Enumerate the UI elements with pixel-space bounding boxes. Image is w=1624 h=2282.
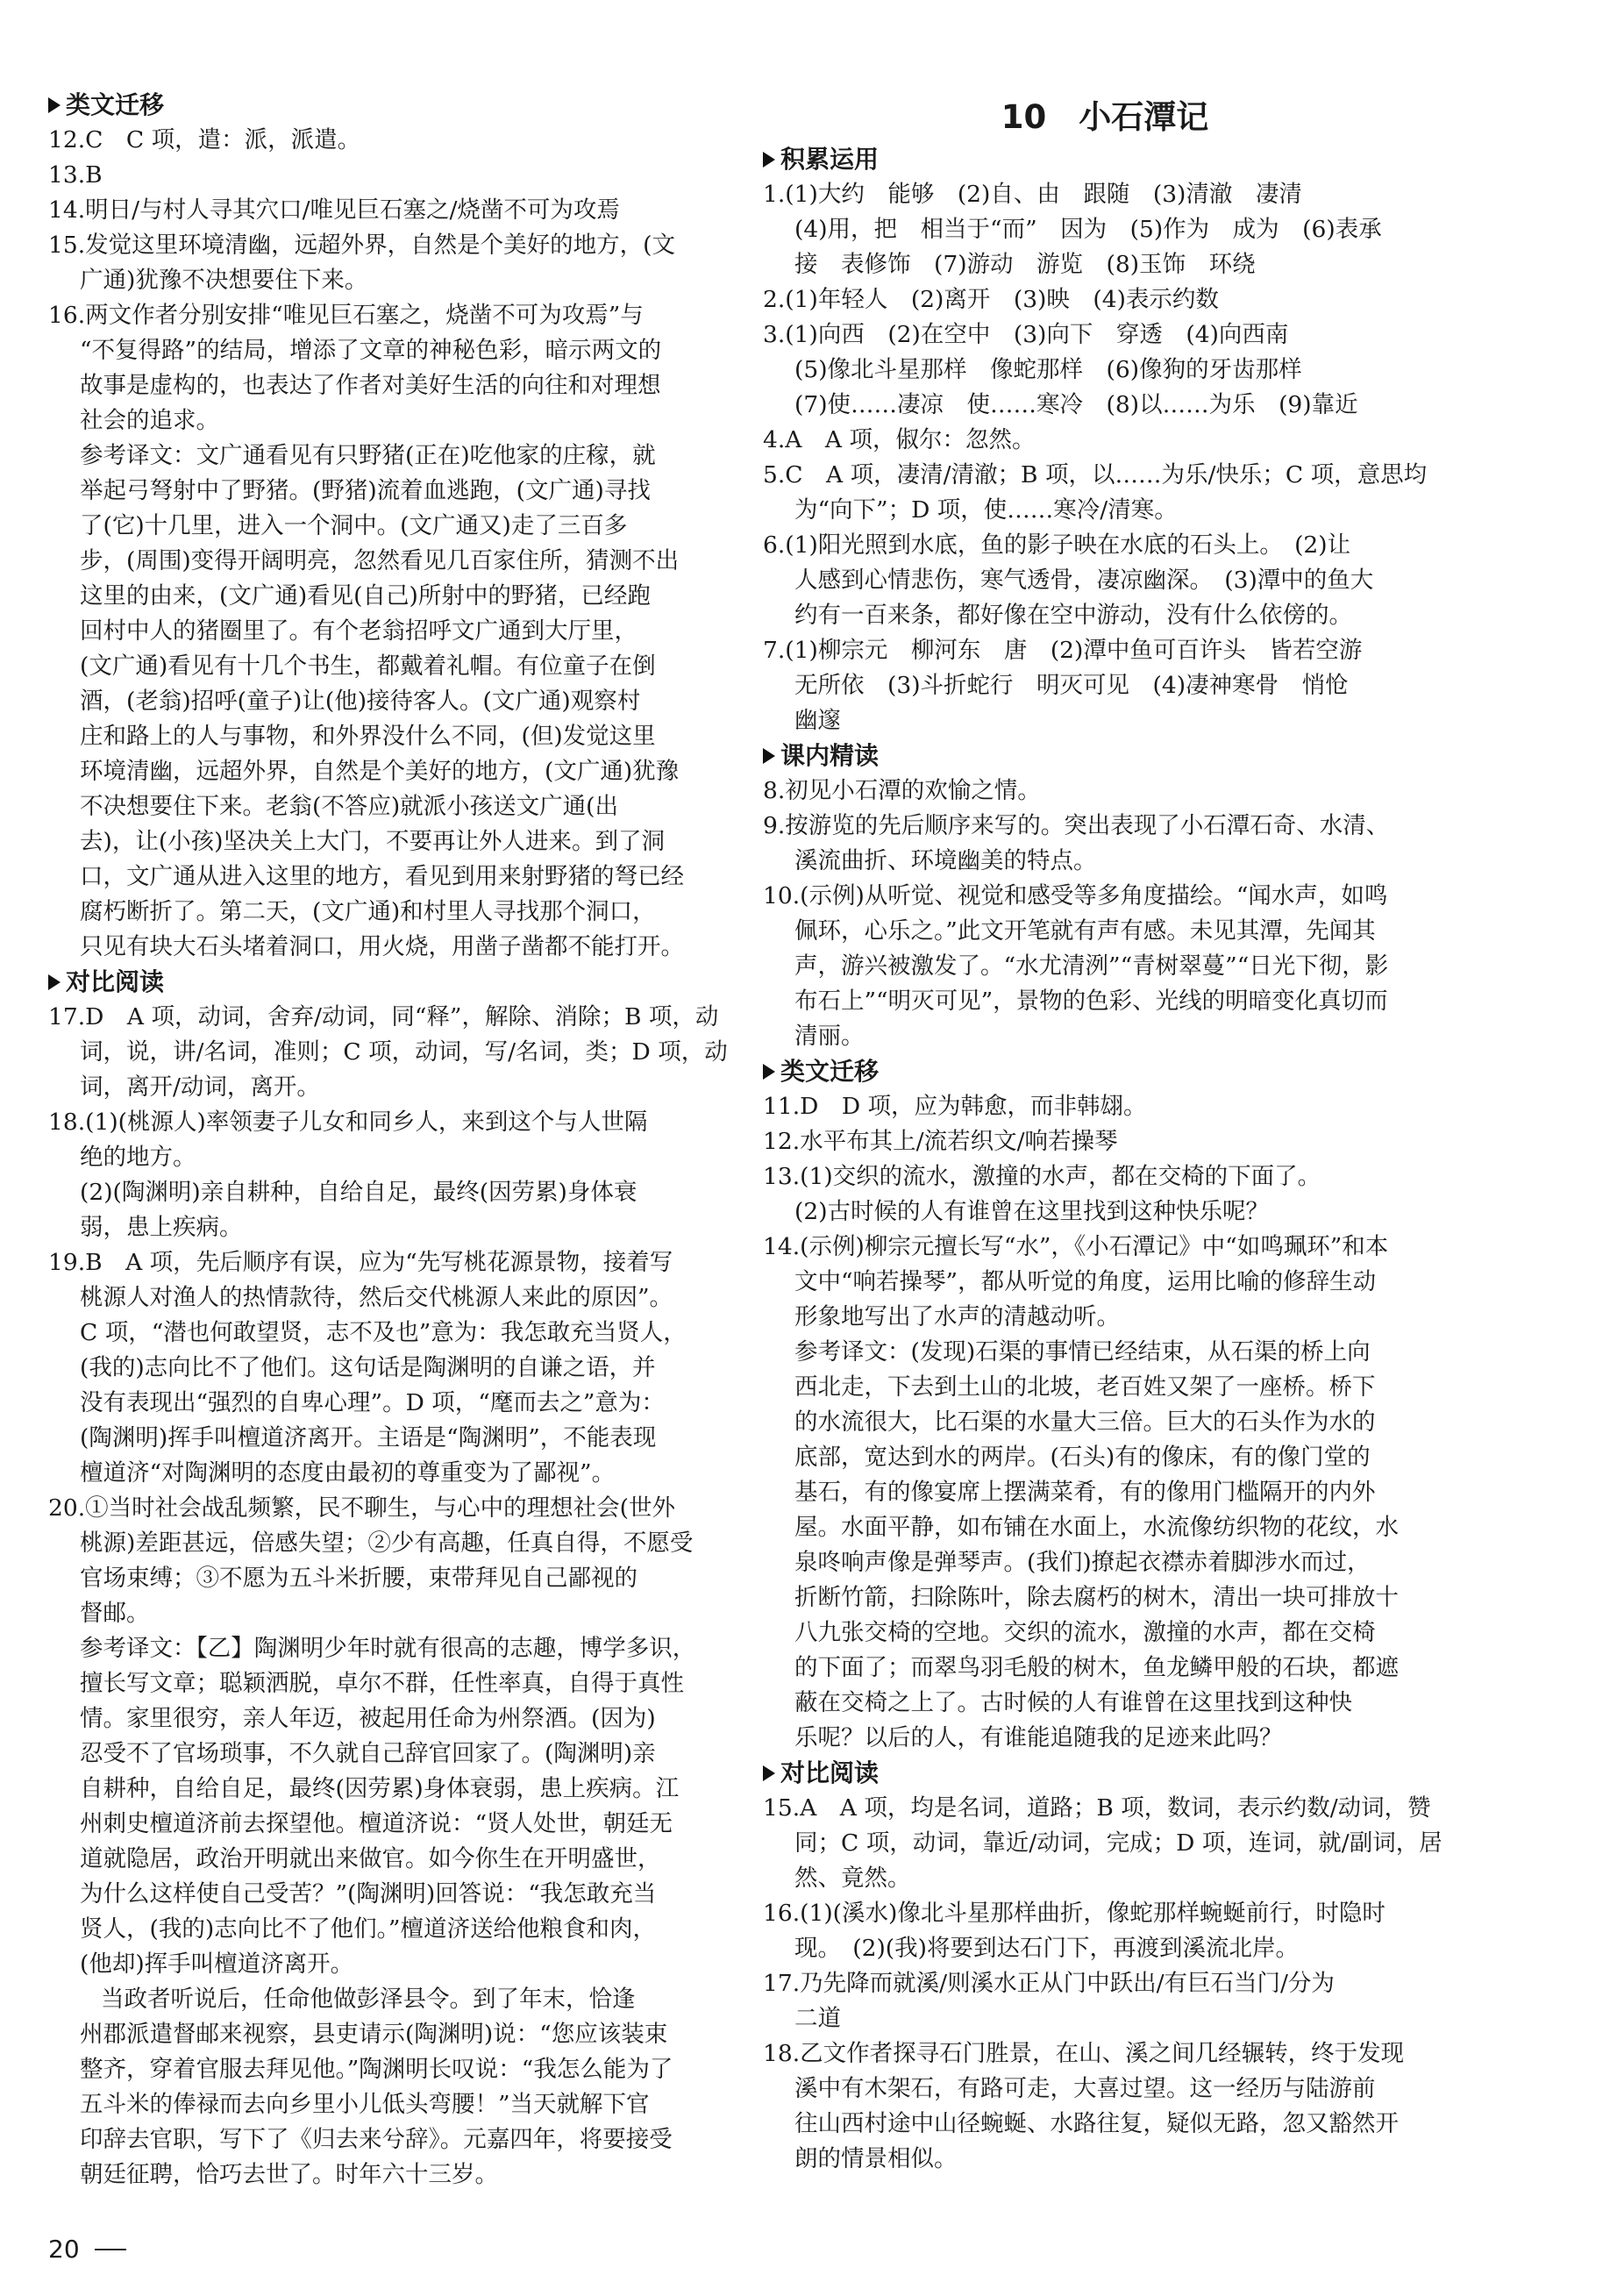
answer-line: (我的)志向比不了他们。这句话是陶渊明的自谦之语，并: [80, 1354, 656, 1381]
right-column: [763, 88, 1447, 2177]
answer-line: 的下面了；而翠鸟羽毛般的树木，鱼龙鳞甲般的石块，都遮: [794, 1654, 1399, 1681]
answer-line: 现。 (2)(我)将要到达石门下，再渡到溪流北岸。: [794, 1935, 1299, 1962]
answer-line: 6.(1)阳光照到水底，鱼的影子映在水底的石头上。 (2)让: [763, 531, 1351, 559]
answer-line: 15.A A 项，均是名词，道路；B 项，数词，表示约数/动词，赞: [763, 1794, 1431, 1822]
play-triangle-icon: [763, 152, 775, 168]
answer-line: 幽邃: [794, 707, 841, 734]
section-header: [763, 1054, 1447, 1089]
answer-line: 擅长写文章；聪颖洒脱，卓尔不群，任性率真，自得于真性: [80, 1670, 684, 1697]
page-number-rule: [95, 2249, 126, 2250]
answer-line: 16.(1)(溪水)像北斗星那样曲折，像蛇那样蜿蜒前行，时隐时: [763, 1900, 1385, 1927]
section-title: 积累运用: [780, 145, 880, 174]
answer-line: 16.两文作者分别安排“唯见巨石塞之，烧凿不可为攻焉”与: [48, 302, 644, 329]
answer-line: (5)像北斗星那样 像蛇那样 (6)像狗的牙齿那样: [794, 356, 1302, 383]
section-header: [763, 1756, 1447, 1791]
answer-line: 接 表修饰 (7)游动 游览 (8)玉饰 环绕: [794, 251, 1256, 278]
answer-line: 为什么这样使自己受苦？”(陶渊明)回答说：“我怎敢充当: [80, 1880, 657, 1908]
answer-line: 12.水平布其上/流若织文/响若操琴: [763, 1128, 1118, 1155]
play-triangle-icon: [763, 1064, 775, 1080]
answer-line: 官场束缚；③不愿为五斗米折腰，束带拜见自己鄙视的: [80, 1565, 637, 1592]
answer-line: “不复得路”的结局，增添了文章的神秘色彩，暗示两文的: [80, 337, 662, 364]
answer-line: 屋。水面平静，如布铺在水面上，水流像纺织物的花纹，水: [794, 1514, 1399, 1541]
answer-line: 词，离开/动词，离开。: [80, 1073, 320, 1101]
answer-line: 八九张交椅的空地。交织的流水，激撞的水声，都在交椅: [794, 1619, 1376, 1646]
answer-line: 督邮。: [80, 1600, 150, 1627]
answer-line: 的水流很大，比石渠的水量大三倍。巨大的石头作为水的: [794, 1408, 1376, 1436]
section-header: [763, 738, 1447, 774]
answer-line: 9.按游览的先后顺序来写的。突出表现了小石潭石奇、水清、: [763, 812, 1390, 839]
answer-line: 形象地写出了水声的清越动听。: [794, 1303, 1120, 1330]
page-number: 20: [48, 2235, 80, 2264]
answer-line: (4)用，把 相当于“而” 因为 (5)作为 成为 (6)表承: [794, 216, 1382, 243]
play-triangle-icon: [763, 748, 775, 764]
lesson-title: 10 小石潭记: [1001, 98, 1209, 136]
answer-line: 无所依 (3)斗折蛇行 明灭可见 (4)凄神寒骨 悄怆: [794, 672, 1349, 699]
answer-line: 印辞去官职，写下了《归去来兮辞》。元嘉四年，将要接受: [80, 2126, 673, 2153]
answer-line: (2)古时候的人有谁曾在这里找到这种快乐呢？: [794, 1198, 1270, 1225]
answer-line: 回村中人的猪圈里了。有个老翁招呼文广通到大厅里，: [80, 617, 637, 645]
answer-line: 环境清幽，远超外界，自然是个美好的地方，(文广通)犹豫: [80, 758, 680, 785]
answer-line: 腐朽断折了。第二天，(文广通)和村里人寻找那个洞口，: [80, 898, 656, 925]
section-title: 类文迁移: [780, 1057, 880, 1086]
answer-line: 15.发觉这里环境清幽，远超外界，自然是个美好的地方，(文: [48, 232, 675, 259]
answer-line: 人感到心情悲伤，寒气透骨，凄凉幽深。 (3)潭中的鱼大: [794, 567, 1374, 594]
answer-line: 贤人，(我的)志向比不了他们。”檀道济送给他粮食和肉，: [80, 1915, 656, 1943]
section-title: 类文迁移: [66, 90, 165, 119]
section-header: [48, 965, 732, 1000]
answer-line: 7.(1)柳宗元 柳河东 唐 (2)潭中鱼可百许头 皆若空游: [763, 637, 1363, 664]
answer-line: 佩环，心乐之。”此文开笔就有声有感。未见其潭，先闻其: [794, 917, 1376, 945]
answer-line: 12.C C 项，遣：派，派遣。: [48, 126, 361, 153]
answer-line: 19.B A 项，先后顺序有误，应为“先写桃花源景物，接着写: [48, 1249, 673, 1276]
answer-line: 然、竟然。: [794, 1865, 911, 1892]
answer-line: 忍受不了官场琐事，不久就自己辞官回家了。(陶渊明)亲: [80, 1740, 656, 1767]
answer-line: 桃源)差距甚远，倍感失望；②少有高趣，任真自得，不愿受: [80, 1530, 694, 1557]
answer-line: 2.(1)年轻人 (2)离开 (3)映 (4)表示约数: [763, 286, 1219, 313]
answer-line: 17.乃先降而就溪/则溪水正从门中跃出/有巨石当门/分为: [763, 1970, 1335, 1997]
answer-line: 泉咚响声像是弹琴声。(我们)撩起衣襟赤着脚涉水而过，: [794, 1549, 1371, 1576]
answer-line: 只见有块大石头堵着洞口，用火烧，用凿子凿都不能打开。: [80, 933, 684, 960]
answer-line: 参考译文：(发现)石渠的事情已经结束，从石渠的桥上向: [794, 1338, 1371, 1366]
section-header: [48, 88, 732, 123]
answer-line: 不决想要住下来。老翁(不答应)就派小孩送文广通(出: [80, 793, 619, 820]
answer-line: 布石上”“明灭可见”，景物的色彩、光线的明暗变化真切而: [794, 988, 1388, 1015]
answer-line: 13.(1)交织的流水，激撞的水声，都在交椅的下面了。: [763, 1163, 1321, 1190]
section-title: 对比阅读: [780, 1758, 880, 1787]
answer-line: 18.(1)(桃源人)率领妻子儿女和同乡人，来到这个与人世隔: [48, 1109, 648, 1136]
answer-line: 10.(示例)从听觉、视觉和感受等多角度描绘。“闻水声，如鸣: [763, 882, 1388, 909]
answer-line: 乐呢？以后的人，有谁能追随我的足迹来此吗？: [794, 1724, 1283, 1751]
answer-line: 参考译文：文广通看见有只野猪(正在)吃他家的庄稼，就: [80, 442, 656, 469]
answer-line: (他却)挥手叫檀道济离开。: [80, 1950, 354, 1978]
answer-line: 社会的追求。: [80, 407, 219, 434]
answer-line: 20.①当时社会战乱频繁，民不聊生，与心中的理想社会(世外: [48, 1494, 675, 1522]
answer-line: 1.(1)大约 能够 (2)自、由 跟随 (3)清澈 凄清: [763, 181, 1302, 208]
answer-line: 绝的地方。: [80, 1144, 196, 1171]
answer-line: 18.乙文作者探寻石门胜景，在山、溪之间几经辗转，终于发现: [763, 2040, 1405, 2067]
answer-line: 参考译文：【乙】陶渊明少年时就有很高的志趣，博学多识，: [80, 1635, 696, 1662]
answer-line: 3.(1)向西 (2)在空中 (3)向下 穿透 (4)向西南: [763, 321, 1289, 348]
section-title: 对比阅读: [66, 967, 165, 996]
answer-line: 同；C 项，动词，靠近/动词，完成；D 项，连词，就/副词，居: [794, 1829, 1442, 1857]
answer-line: 清丽。: [794, 1023, 865, 1050]
answer-line: 了(它)十几里，进入一个洞中。(文广通又)走了三百多: [80, 512, 628, 539]
play-triangle-icon: [48, 974, 61, 990]
answer-line: 词，说，讲/名词，准则；C 项，动词，写/名词，类；D 项，动: [80, 1038, 728, 1066]
answer-line: (文广通)看见有十几个书生，都戴着礼帽。有位童子在倒: [80, 653, 656, 680]
answer-line: 五斗米的俸禄而去向乡里小儿低头弯腰！”当天就解下官: [80, 2091, 650, 2118]
answer-line: 州郡派遣督邮来视察，县吏请示(陶渊明)说：“您应该装束: [80, 2021, 668, 2048]
answer-line: 4.A A 项，俶尔：忽然。: [763, 426, 1036, 453]
answer-line: 这里的由来，(文广通)看见(自己)所射中的野猪，已经跑: [80, 582, 651, 610]
answer-line: 州刺史檀道济前去探望他。檀道济说：“贤人处世，朝廷无: [80, 1810, 673, 1837]
answer-line: 蔽在交椅之上了。古时候的人有谁曾在这里找到这种快: [794, 1689, 1352, 1716]
answer-line: 酒，(老翁)招呼(童子)让(他)接待客人。(文广通)观察村: [80, 688, 641, 715]
answer-line: 举起弓弩射中了野猪。(野猪)流着血逃跑，(文广通)寻找: [80, 477, 651, 504]
answer-line: 约有一百来条，都好像在空中游动，没有什么依傍的。: [794, 602, 1352, 629]
answer-line: 当政者听说后，任命他做彭泽县令。到了年末，恰逢: [101, 1986, 636, 2013]
answer-line: (7)使……凄凉 使……寒冷 (8)以……为乐 (9)靠近: [794, 391, 1358, 418]
answer-line: 桃源人对渔人的热情款待，然后交代桃源人来此的原因”。: [80, 1284, 673, 1311]
answer-line: 自耕种，自给自足，最终(因劳累)身体衰弱，患上疾病。江: [80, 1775, 680, 1802]
answer-line: 声，游兴被激发了。“水尤清洌”“青树翠蔓”“日光下彻，影: [794, 952, 1389, 980]
answer-line: 5.C A 项，凄清/清澈；B 项，以……为乐/快乐；C 项，意思均: [763, 461, 1428, 488]
answer-line: 基石，有的像宴席上摆满菜肴，有的像用门槛隔开的内外: [794, 1479, 1376, 1506]
answer-line: 故事是虚构的，也表达了作者对美好生活的向往和对理想: [80, 372, 661, 399]
answer-line: 西北走，下去到土山的北坡，老百姓又架了一座桥。桥下: [794, 1373, 1376, 1401]
answer-line: 没有表现出“强烈的自卑心理”。D 项，“麾而去之”意为：: [80, 1389, 665, 1416]
answer-line: 为“向下”；D 项，使……寒冷/清寒。: [794, 496, 1178, 524]
answer-line: 情。家里很穷，亲人年迈，被起用任命为州祭酒。(因为): [80, 1705, 656, 1732]
answer-line: 朝廷征聘，恰巧去世了。时年六十三岁。: [80, 2161, 498, 2188]
answer-line: 往山西村途中山径蜿蜒、水路往复，疑似无路，忽又豁然开: [794, 2110, 1399, 2137]
play-triangle-icon: [48, 97, 61, 113]
answer-line: (陶渊明)挥手叫檀道济离开。主语是“陶渊明”，不能表现: [80, 1424, 657, 1451]
answer-line: 11.D D 项，应为韩愈，而非韩翃。: [763, 1093, 1147, 1120]
answer-line: 弱，患上疾病。: [80, 1214, 243, 1241]
answer-line: 步，(周围)变得开阔明亮，忽然看见几百家住所，猜测不出: [80, 547, 680, 574]
answer-line: 朗的情景相似。: [794, 2145, 958, 2172]
answer-line: 广通)犹豫不决想要住下来。: [80, 267, 368, 294]
answer-line: C 项，“潜也何敢望贤，志不及也”意为：我怎敢充当贤人，: [80, 1319, 687, 1346]
answer-line: (2)(陶渊明)亲自耕种，自给自足，最终(因劳累)身体衰: [80, 1179, 637, 1206]
section-title: 课内精读: [780, 741, 880, 770]
answer-line: 文中“响若操琴”，都从听觉的角度，运用比喻的修辞生动: [794, 1268, 1377, 1295]
play-triangle-icon: [763, 1765, 775, 1781]
answer-line: 口，文广通从进入这里的地方，看见到用来射野猪的弩已经: [80, 863, 684, 890]
left-column: [48, 88, 732, 2193]
answer-line: 去)，让(小孩)坚决关上大门，不要再让外人进来。到了洞: [80, 828, 666, 855]
answer-line: 整齐，穿着官服去拜见他。”陶渊明长叹说：“我怎么能为了: [80, 2056, 673, 2083]
answer-line: 溪流曲折、环境幽美的特点。: [794, 847, 1097, 874]
answer-line: 8.初见小石潭的欢愉之情。: [763, 777, 1041, 804]
answer-line: 13.B: [48, 161, 103, 189]
answer-line: 折断竹箭，扫除陈叶，除去腐朽的树木，清出一块可排放十: [794, 1584, 1399, 1611]
answer-line: 14.(示例)柳宗元擅长写“水”，《小石潭记》中“如鸣珮环”和本: [763, 1233, 1389, 1260]
answer-line: 17.D A 项，动词，舍弃/动词，同“释”，解除、消除；B 项，动: [48, 1003, 719, 1030]
right-column-body: [763, 142, 1447, 2177]
answer-line: 14.明日/与村人寻其穴口/唯见巨石塞之/烧凿不可为攻焉: [48, 196, 620, 224]
answer-line: 二道: [794, 2005, 841, 2032]
answer-line: 底部，宽达到水的两岸。(石头)有的像床，有的像门堂的: [794, 1444, 1371, 1471]
answer-line: 道就隐居，政治开明就出来做官。如今你生在开明盛世，: [80, 1845, 661, 1872]
section-header: [763, 142, 1447, 177]
answer-line: 溪中有木架石，有路可走，大喜过望。这一经历与陆游前: [794, 2075, 1376, 2102]
answer-line: 庄和路上的人与事物，和外界没什么不同，(但)发觉这里: [80, 723, 656, 750]
answer-line: 檀道济“对陶渊明的态度由最初的尊重变为了鄙视”。: [80, 1459, 616, 1487]
